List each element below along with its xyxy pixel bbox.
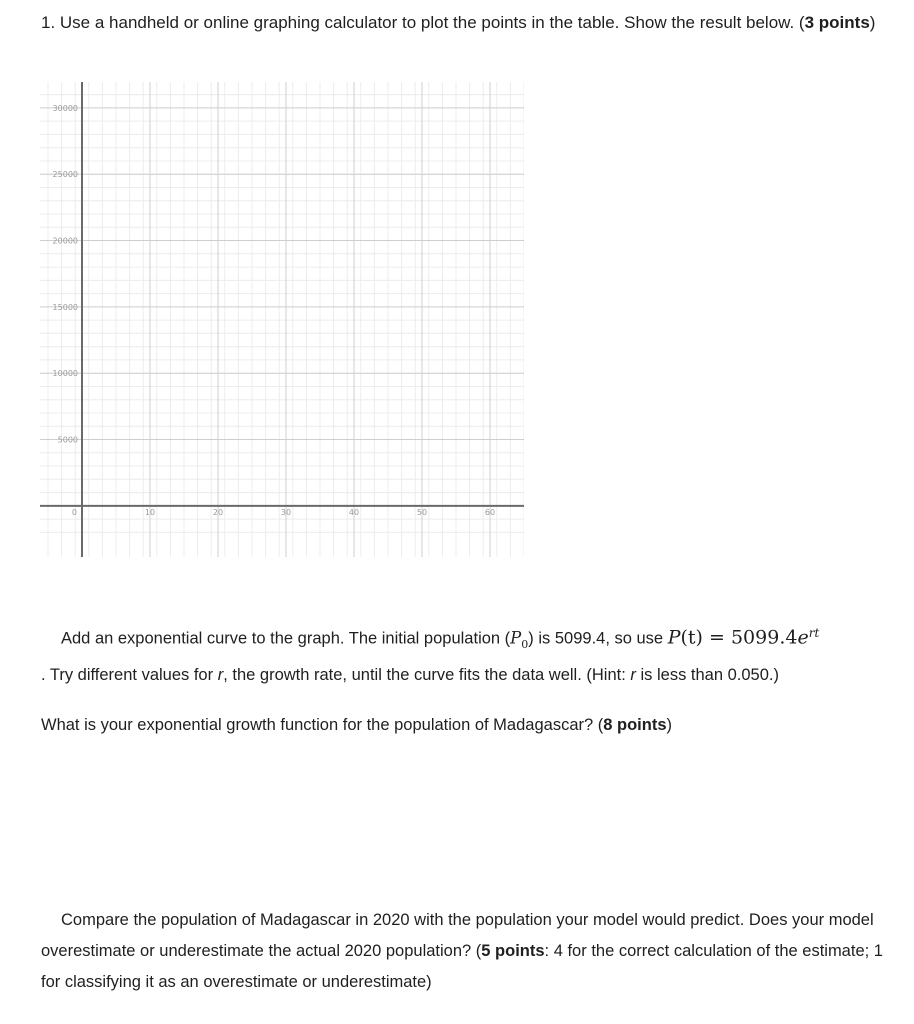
x-tick-label: 50 xyxy=(416,507,428,517)
question-1 xyxy=(41,8,891,38)
y-tick-labels xyxy=(53,104,78,445)
p4-text-1: Compare the population of Madagascar in 2020 with the population your model would predict. Does your model overestimate or underestimate the actual 2020 population? ( xyxy=(41,911,874,960)
major-gridlines xyxy=(40,82,524,557)
p2-text-1: Add an exponential curve to the graph. The initial population ( xyxy=(61,629,511,648)
paragraph-growth-function xyxy=(41,710,891,741)
p3-close: ) xyxy=(666,716,673,734)
p4-points: 5 points xyxy=(481,942,545,960)
y-tick-label: 10000 xyxy=(52,369,78,379)
r-variable-2: r xyxy=(630,665,636,684)
minor-gridlines xyxy=(40,82,524,557)
p3-points: 8 points xyxy=(603,716,667,734)
p4-text-2: : 4 for the correct calculation of the estimate; 1 for classifying it as an overestimate or underestimate) xyxy=(41,942,883,991)
x-tick-labels xyxy=(72,508,495,517)
x-tick-label: 40 xyxy=(348,507,360,517)
y-tick-label: 5000 xyxy=(57,435,78,445)
x-tick-label: 20 xyxy=(212,507,224,517)
function-arg: (t) xyxy=(680,626,703,649)
question-1-close: ) xyxy=(869,13,876,32)
x-tick-label: 10 xyxy=(144,507,156,517)
p0-symbol: P xyxy=(510,628,522,648)
x-tick-label: 60 xyxy=(484,507,496,517)
y-tick-label: 30000 xyxy=(52,103,78,113)
y-tick-label: 25000 xyxy=(52,170,78,180)
paragraph-exponential-curve xyxy=(41,618,891,691)
axes xyxy=(40,82,524,557)
p2-text-2: ) is 5099.4, so use xyxy=(528,629,668,648)
p2-text-3: . Try different values for xyxy=(41,665,218,684)
function-lhs: P xyxy=(667,626,681,649)
p2-text-5: is less than 0.050.) xyxy=(635,665,779,684)
y-tick-label: 15000 xyxy=(52,302,78,312)
p0-subscript: 0 xyxy=(521,637,529,651)
p2-text-4: , the growth rate, until the curve fits the data well. (Hint: xyxy=(223,665,631,684)
p3-text: What is your exponential growth function for the population of Madagascar? ( xyxy=(41,716,604,734)
function-exponent: rt xyxy=(808,626,820,640)
question-1-points: 3 points xyxy=(804,13,870,32)
paragraph-compare-2020 xyxy=(41,905,891,998)
r-variable: r xyxy=(217,665,224,684)
x-tick-label: 30 xyxy=(280,507,292,517)
function-base: e xyxy=(797,626,809,649)
graph-grid xyxy=(40,82,524,557)
question-1-text: 1. Use a handheld or online graphing calculator to plot the points in the table. Show the result below. ( xyxy=(41,13,805,32)
function-eq: = 5099.4 xyxy=(702,626,798,649)
x-tick-label: 0 xyxy=(71,507,77,517)
y-tick-label: 20000 xyxy=(52,236,78,246)
